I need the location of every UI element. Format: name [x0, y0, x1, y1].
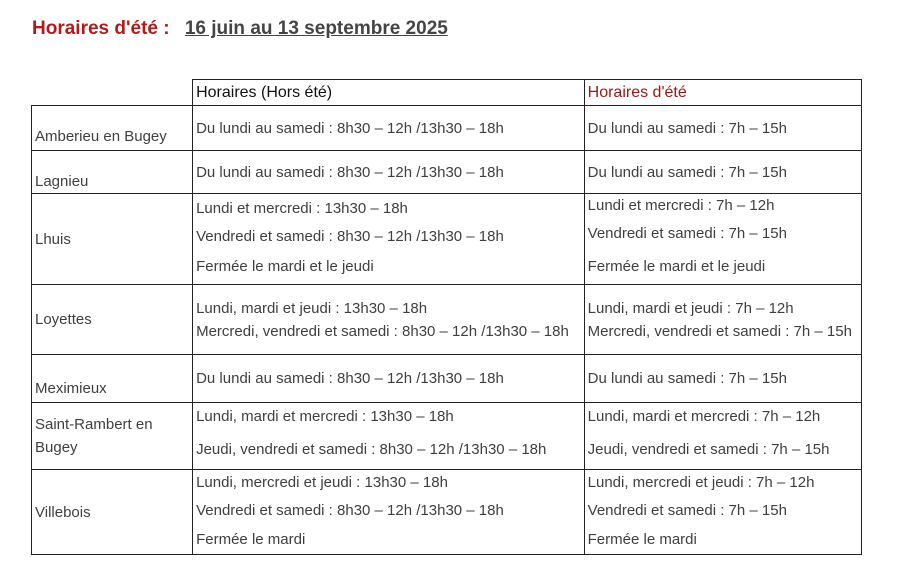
normal-hours-cell [193, 194, 585, 285]
hours-line: Lundi, mardi et jeudi : 7h – 12h [587, 299, 794, 317]
normal-hours-cell [193, 106, 585, 151]
table-row [32, 151, 862, 194]
hours-line: Lundi, mardi et jeudi : 13h30 – 18h [196, 299, 428, 317]
town-cell [32, 151, 193, 194]
normal-hours-cell [193, 285, 585, 355]
normal-hours-cell [193, 355, 585, 403]
hours-line: Lundi, mercredi et jeudi : 7h – 12h [587, 474, 815, 491]
hours-line: Du lundi au samedi : 8h30 – 12h /13h30 – 18h [196, 163, 504, 181]
town-name: Villebois [35, 503, 91, 521]
header-ete: Horaires d'été [584, 80, 861, 106]
hours-line: Lundi, mercredi et jeudi : 13h30 – 18h [196, 474, 448, 491]
town-cell [32, 403, 193, 470]
table-row [32, 106, 862, 151]
hours-line: Jeudi, vendredi et samedi : 8h30 – 12h /13h30 – 18h [196, 441, 547, 458]
hours-line: Jeudi, vendredi et samedi : 7h – 15h [587, 441, 830, 458]
summer-hours-cell [584, 151, 861, 194]
table-row [32, 285, 862, 355]
town-name: Amberieu en Bugey [35, 127, 167, 145]
table-row [32, 403, 862, 470]
summer-hours-cell [584, 470, 861, 555]
town-name: Loyettes [35, 311, 92, 328]
town-cell [32, 470, 193, 555]
page-heading [32, 18, 448, 44]
hours-line: Fermée le mardi et le jeudi [587, 258, 766, 275]
hours-line: Lundi, mardi et mercredi : 7h – 12h [587, 408, 821, 425]
hours-line: Fermée le mardi [196, 531, 306, 548]
summer-hours-cell [584, 403, 861, 470]
town-name: Meximieux [35, 380, 107, 397]
table-row [32, 194, 862, 285]
summer-hours-cell [584, 106, 861, 151]
hours-line: Vendredi et samedi : 8h30 – 12h /13h30 – 18h [196, 228, 504, 245]
table-row [32, 355, 862, 403]
hours-line: Vendredi et samedi : 7h – 15h [587, 225, 787, 242]
hours-line: Fermée le mardi [587, 531, 697, 548]
normal-hours-cell [193, 151, 585, 194]
town-name: Lhuis [35, 230, 71, 248]
hours-line: Du lundi au samedi : 7h – 15h [587, 370, 787, 387]
header-empty-cell [32, 80, 193, 106]
hours-table [31, 79, 862, 555]
hours-line: Du lundi au samedi : 7h – 15h [587, 163, 787, 181]
hours-line: Vendredi et samedi : 7h – 15h [587, 502, 787, 519]
town-cell [32, 285, 193, 355]
town-name: Lagnieu [35, 172, 89, 190]
hours-line: Fermée le mardi et le jeudi [196, 258, 374, 275]
hours-line: Lundi, mardi et mercredi : 13h30 – 18h [196, 408, 454, 425]
hours-line: Du lundi au samedi : 7h – 15h [587, 119, 787, 137]
hours-line: Lundi et mercredi : 7h – 12h [587, 197, 775, 214]
table-row [32, 470, 862, 555]
town-name: Saint-Rambert en Bugey [35, 416, 153, 456]
town-cell [32, 194, 193, 285]
summer-hours-cell [584, 355, 861, 403]
summer-hours-cell [584, 194, 861, 285]
normal-hours-cell [193, 403, 585, 470]
hours-line: Du lundi au samedi : 8h30 – 12h /13h30 – 18h [196, 119, 504, 137]
hours-line: Mercredi, vendredi et samedi : 7h – 15h [587, 322, 852, 340]
hours-line: Mercredi, vendredi et samedi : 8h30 – 12h /13h30 – 18h [196, 322, 569, 340]
header-hors-ete: Horaires (Hors été) [193, 80, 585, 106]
normal-hours-cell [193, 470, 585, 555]
hours-line: Lundi et mercredi : 13h30 – 18h [196, 200, 408, 217]
summer-hours-label: Horaires d'été : [32, 18, 170, 39]
summer-dates: 16 juin au 13 septembre 2025 [184, 18, 448, 39]
hours-line: Vendredi et samedi : 8h30 – 12h /13h30 – 18h [196, 502, 504, 519]
town-cell [32, 355, 193, 403]
table-header-row [32, 80, 862, 106]
hours-line: Du lundi au samedi : 8h30 – 12h /13h30 – 18h [196, 370, 504, 387]
town-cell [32, 106, 193, 151]
summer-hours-cell [584, 285, 861, 355]
